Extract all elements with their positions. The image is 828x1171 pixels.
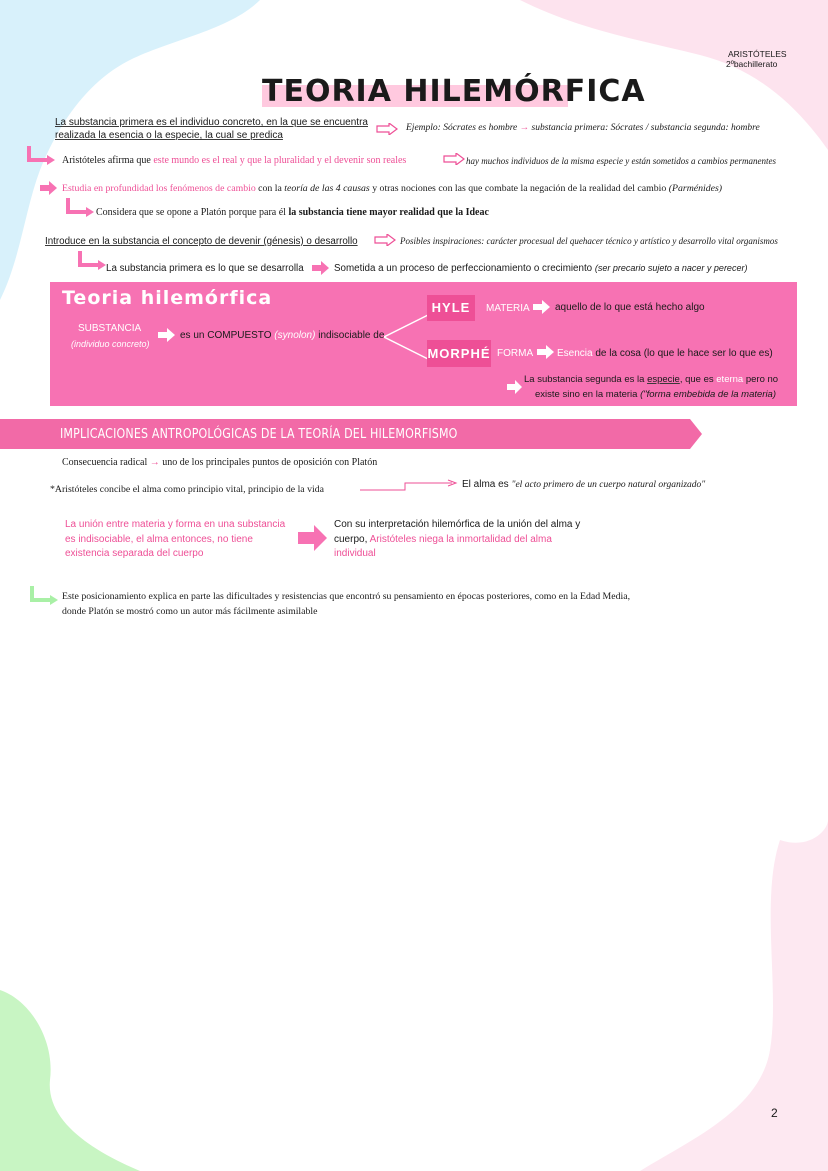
row4-bold: la substancia tiene mayor realidad que la Ideac bbox=[288, 207, 489, 218]
box-forma: FORMA bbox=[497, 348, 534, 359]
section-banner-title: IMPLICACIONES ANTROPOLÓGICAS DE LA TEORÍA DEL HILEMORFISMO bbox=[60, 426, 458, 442]
row3-rest-b: teoría de las 4 causas bbox=[284, 183, 370, 194]
union-2: es indisociable, el alma entonces, no tiene bbox=[65, 533, 253, 545]
intro-line1b: realizada la esencia o la especie, la cual se predica bbox=[55, 130, 283, 141]
arrow-white-icon bbox=[537, 345, 555, 359]
arrow-icon bbox=[40, 181, 58, 195]
box-segunda-d: eterna bbox=[716, 374, 744, 385]
interp-2a: cuerpo, bbox=[334, 533, 368, 545]
tag-morphe: MORPHÉ bbox=[427, 340, 491, 367]
interp-text bbox=[334, 518, 580, 562]
box-segunda-1 bbox=[524, 374, 778, 385]
row3-highlight: Estudia en profundidad los fenómenos de cambio bbox=[62, 183, 256, 194]
long-arrow-icon bbox=[360, 478, 460, 492]
interp-3: individual bbox=[334, 548, 376, 559]
interp-2 bbox=[334, 533, 580, 548]
row2-highlight: este mundo es el real y que la pluralidad y el devenir son reales bbox=[153, 155, 407, 166]
box-compuesto-a: es un COMPUESTO bbox=[180, 330, 272, 341]
thin-arrow-icon: → bbox=[519, 123, 530, 133]
row5-lead: Introduce en la substancia el concepto de devenir (génesis) o desarrollo bbox=[45, 236, 358, 247]
box-segunda-e: pero no bbox=[745, 374, 779, 385]
box-substancia: SUBSTANCIA bbox=[78, 323, 142, 334]
row3-rest-a: con la bbox=[258, 183, 282, 194]
corner-arrow-icon bbox=[27, 146, 57, 168]
row4-text bbox=[96, 207, 489, 218]
box-individuo: (individuo concreto) bbox=[71, 339, 150, 349]
interp-2b: Aristóteles niega la inmortalidad del alma bbox=[369, 533, 552, 545]
arrow-white-icon bbox=[533, 300, 551, 314]
box-compuesto-b: (synolon) bbox=[274, 330, 316, 341]
corner-arrow-green-icon bbox=[30, 586, 60, 608]
alma-def bbox=[462, 479, 705, 490]
big-arrow-icon bbox=[298, 525, 328, 551]
box-segunda-a: La substancia segunda es la bbox=[524, 374, 645, 385]
thin-arrow-icon: → bbox=[149, 457, 160, 468]
alma-def-b: "el acto primero de un cuerpo natural organizado" bbox=[511, 480, 706, 490]
box-forma-line bbox=[557, 348, 773, 359]
box-title: Teoria hilemórfica bbox=[62, 287, 273, 309]
corner-arrow-icon bbox=[66, 198, 96, 220]
arrow-icon bbox=[312, 261, 330, 275]
box-segunda-c: , que es bbox=[679, 374, 714, 385]
final-2: donde Platón se mostró como un autor más fácilmente asimilable bbox=[62, 606, 318, 617]
header-author: ARISTÓTELES bbox=[728, 49, 787, 59]
intro-example-label: Ejemplo: Sócrates es hombre bbox=[406, 123, 518, 133]
union-1: La unión entre materia y forma en una substancia bbox=[65, 519, 286, 530]
alma-def-a: El alma es bbox=[462, 479, 509, 490]
box-compuesto-c: indisociable de bbox=[318, 330, 385, 341]
row2-lead: Aristóteles afirma que bbox=[62, 155, 151, 166]
conseq-a: Consecuencia radical bbox=[62, 457, 148, 468]
row5-aside: Posibles inspiraciones: carácter procesual del quehacer técnico y artístico y desarrollo vital organismos bbox=[400, 236, 778, 246]
conseq-line bbox=[62, 457, 377, 468]
arrow-white-icon bbox=[507, 380, 523, 394]
box-segunda-f: existe sino en la materia bbox=[535, 389, 638, 400]
box-esencia: Esencia bbox=[557, 348, 593, 359]
arrow-outline-icon bbox=[374, 234, 396, 246]
box-materia: MATERIA bbox=[486, 303, 530, 314]
page-number: 2 bbox=[771, 1106, 778, 1120]
union-text bbox=[65, 518, 285, 562]
alma-lead: *Aristóteles concibe el alma como principio vital, principio de la vida bbox=[50, 484, 324, 495]
box-segunda-2 bbox=[535, 389, 776, 400]
corner-arrow-icon bbox=[78, 251, 108, 273]
header-course: 2ºbachillerato bbox=[726, 59, 778, 69]
row6-rest bbox=[334, 263, 747, 274]
row2-aside: hay muchos individuos de la misma especie y están sometidos a cambios permanentes bbox=[466, 156, 776, 166]
intro-line1 bbox=[55, 116, 385, 142]
row3-rest-c: y otras nociones con las que combate la negación de la realidad del cambio bbox=[372, 183, 667, 194]
box-segunda-b: especie bbox=[647, 374, 680, 385]
row3-paren: (Parménides) bbox=[668, 183, 723, 194]
tag-hyle: HYLE bbox=[427, 295, 475, 321]
arrow-outline-icon bbox=[443, 153, 465, 165]
arrow-outline-icon bbox=[376, 123, 398, 135]
intro-line1a: La substancia primera es el individuo concreto, en la que se encuentra bbox=[55, 117, 368, 128]
final-text bbox=[62, 589, 630, 619]
arrow-white-icon bbox=[158, 328, 176, 342]
row2-text bbox=[62, 155, 406, 166]
page-title: TEORIA HILEMÓRFICA bbox=[262, 74, 646, 109]
box-forma-def: de la cosa (lo que le hace ser lo que es) bbox=[595, 348, 773, 359]
union-3: existencia separada del cuerpo bbox=[65, 548, 204, 559]
interp-1: Con su interpretación hilemórfica de la unión del alma y bbox=[334, 519, 581, 530]
box-compuesto bbox=[180, 330, 384, 341]
row4-lead: Considera que se opone a Platón porque para él bbox=[96, 207, 286, 218]
intro-example-rest: substancia primera: Sócrates / substancia segunda: hombre bbox=[531, 123, 760, 133]
box-materia-def: aquello de lo que está hecho algo bbox=[555, 302, 705, 313]
row6-lead: La substancia primera es lo que se desarrolla bbox=[106, 263, 304, 274]
conseq-b: uno de los principales puntos de oposición con Platón bbox=[162, 457, 378, 468]
final-1: Este posicionamiento explica en parte las dificultades y resistencias que encontró su pensamiento en épocas posteriores, como en la Edad Media, bbox=[62, 591, 631, 602]
box-segunda-g: ("forma embebida de la materia) bbox=[640, 389, 776, 400]
row6-paren: (ser precario sujeto a nacer y perecer) bbox=[594, 263, 748, 273]
row3-text bbox=[62, 183, 722, 194]
intro-example bbox=[406, 123, 760, 133]
row6-rest-text: Sometida a un proceso de perfeccionamiento o crecimiento bbox=[334, 263, 593, 274]
